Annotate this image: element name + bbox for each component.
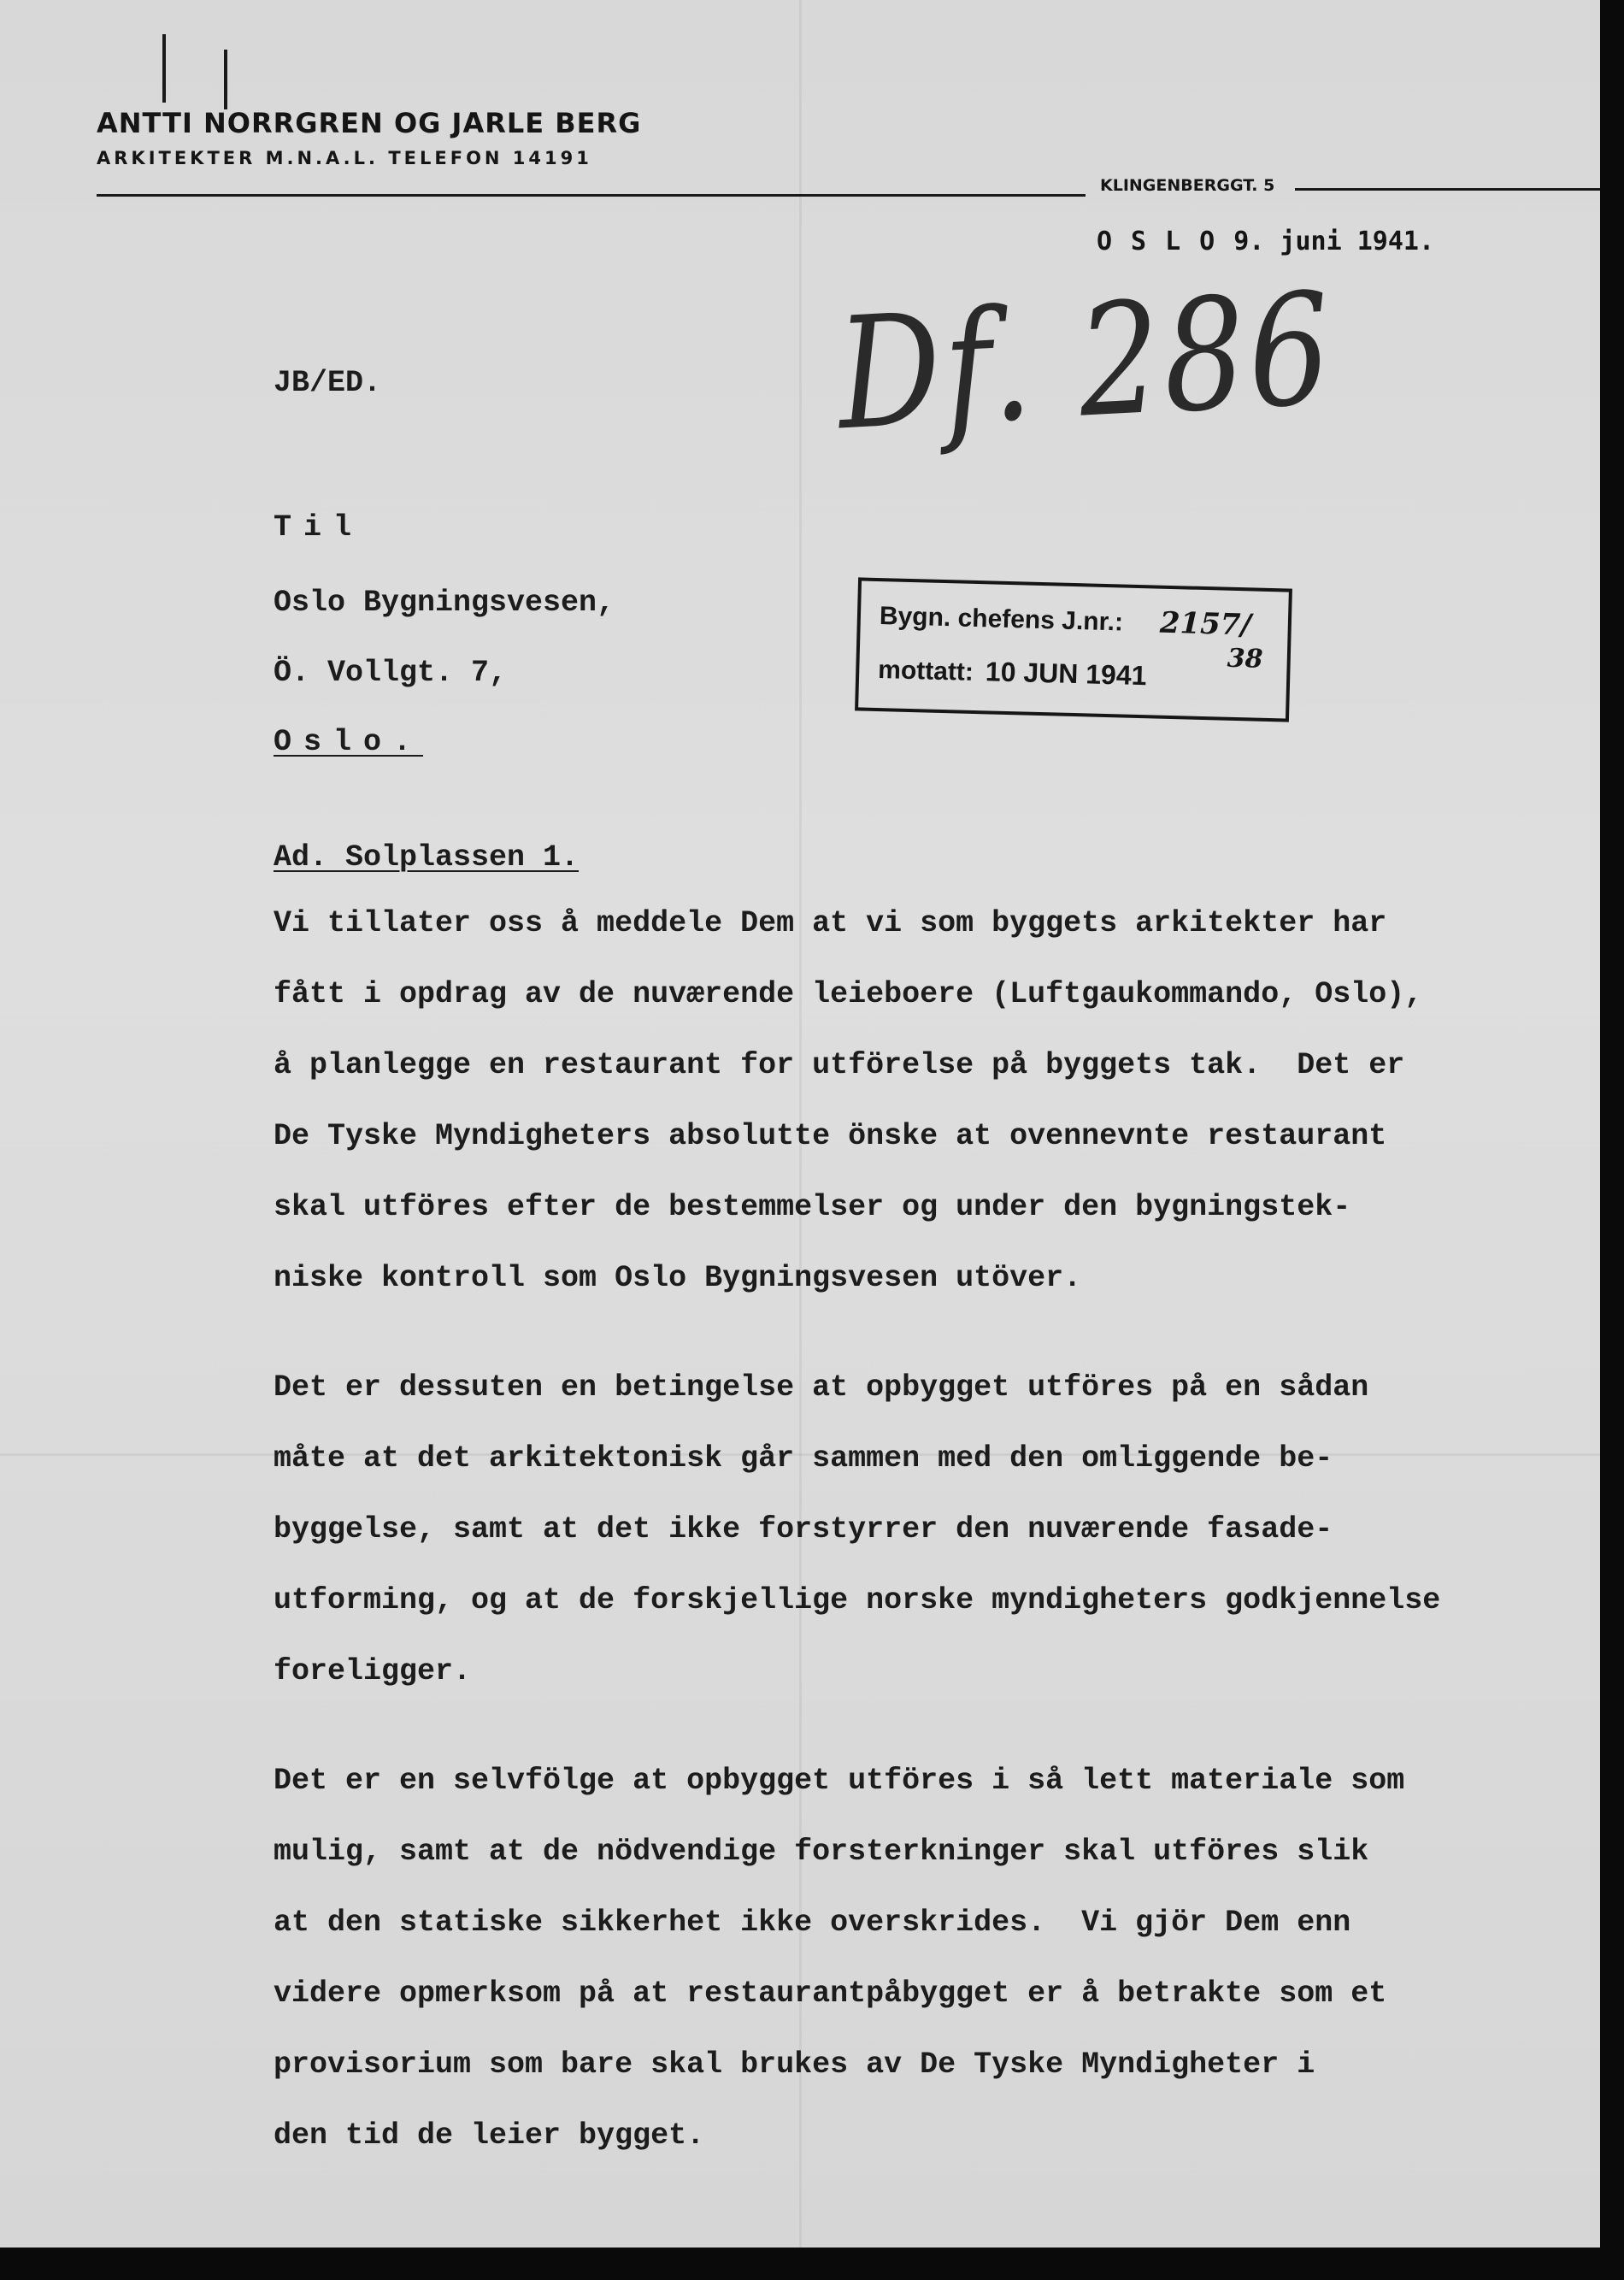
body-line: De Tyske Myndigheters absolutte önske at ovennevnte restaurant xyxy=(274,1119,1387,1153)
stamp-received-label: mottatt: xyxy=(877,656,974,686)
subject-line: Ad. Solplassen 1. xyxy=(274,840,580,875)
body-line: Det er en selvfölge at opbygget utföres i så lett materiale som xyxy=(274,1764,1405,1798)
stamp-journal-label: Bygn. chefens J.nr.: xyxy=(879,602,1124,637)
stamp-journal-suffix: 38 xyxy=(1227,643,1263,675)
body-line: niske kontroll som Oslo Bygningsvesen utöver. xyxy=(274,1261,1082,1295)
recipient-to: Til xyxy=(274,510,364,545)
dateline-date: 9. juni 1941. xyxy=(1233,227,1435,256)
handwritten-file-number: Df. 286 xyxy=(833,260,1339,465)
letterhead xyxy=(97,107,641,168)
body-line: provisorium som bare skal brukes av De Tyske Myndigheter i xyxy=(274,2047,1315,2082)
letterhead-subtitle: ARKITEKTER M.N.A.L. TELEFON 14191 xyxy=(97,148,592,168)
stamp-received-row xyxy=(878,653,1147,692)
body-line: fått i opdrag av de nuværende leieboere (Luftgaukommando, Oslo), xyxy=(274,977,1423,1011)
letterhead-rule-right xyxy=(1295,188,1624,191)
body-line: foreligger. xyxy=(274,1654,472,1688)
edge-mark xyxy=(224,50,227,109)
body-line: den tid de leier bygget. xyxy=(274,2118,705,2153)
body-line: mulig, samt at de nödvendige forsterkninger skal utföres slik xyxy=(274,1835,1369,1869)
dateline-city: OSLO xyxy=(1097,227,1234,256)
dateline xyxy=(1097,227,1434,256)
reference-initials: JB/ED. xyxy=(274,366,382,400)
recipient-street: Ö. Vollgt. 7, xyxy=(274,656,508,690)
received-stamp xyxy=(855,577,1292,722)
letterhead-street: KLINGENBERGGT. 5 xyxy=(1100,176,1275,195)
recipient-city: Oslo. xyxy=(274,725,424,759)
edge-mark xyxy=(162,34,166,103)
stamp-received-date: 10 JUN 1941 xyxy=(985,656,1147,692)
letterhead-rule xyxy=(97,194,1086,197)
scan-border-right xyxy=(1600,0,1624,2280)
recipient-name: Oslo Bygningsvesen, xyxy=(274,586,615,620)
body-line: byggelse, samt at det ikke forstyrrer den nuværende fasade- xyxy=(274,1512,1333,1547)
body-line: å planlegge en restaurant for utförelse på byggets tak. Det er xyxy=(274,1048,1405,1082)
scan-border-bottom xyxy=(0,2248,1624,2280)
body-line: skal utföres efter de bestemmelser og under den bygningstek- xyxy=(274,1190,1351,1224)
body-line: videre opmerksom på at restaurantpåbygget er å betrakte som et xyxy=(274,1977,1387,2011)
body-line: Vi tillater oss å meddele Dem at vi som byggets arkitekter har xyxy=(274,906,1387,940)
body-line: utforming, og at de forskjellige norske myndigheters godkjennelse xyxy=(274,1583,1441,1617)
body-line: at den statiske sikkerhet ikke overskrides. Vi gjör Dem enn xyxy=(274,1906,1351,1940)
stamp-journal-number: 2157/ xyxy=(1159,605,1252,643)
body-line: måte at det arkitektonisk går sammen med den omliggende be- xyxy=(274,1441,1333,1476)
letterhead-name: ANTTI NORRGREN OG JARLE BERG xyxy=(97,107,642,139)
body-line: Det er dessuten en betingelse at opbygget utföres på en sådan xyxy=(274,1370,1369,1405)
